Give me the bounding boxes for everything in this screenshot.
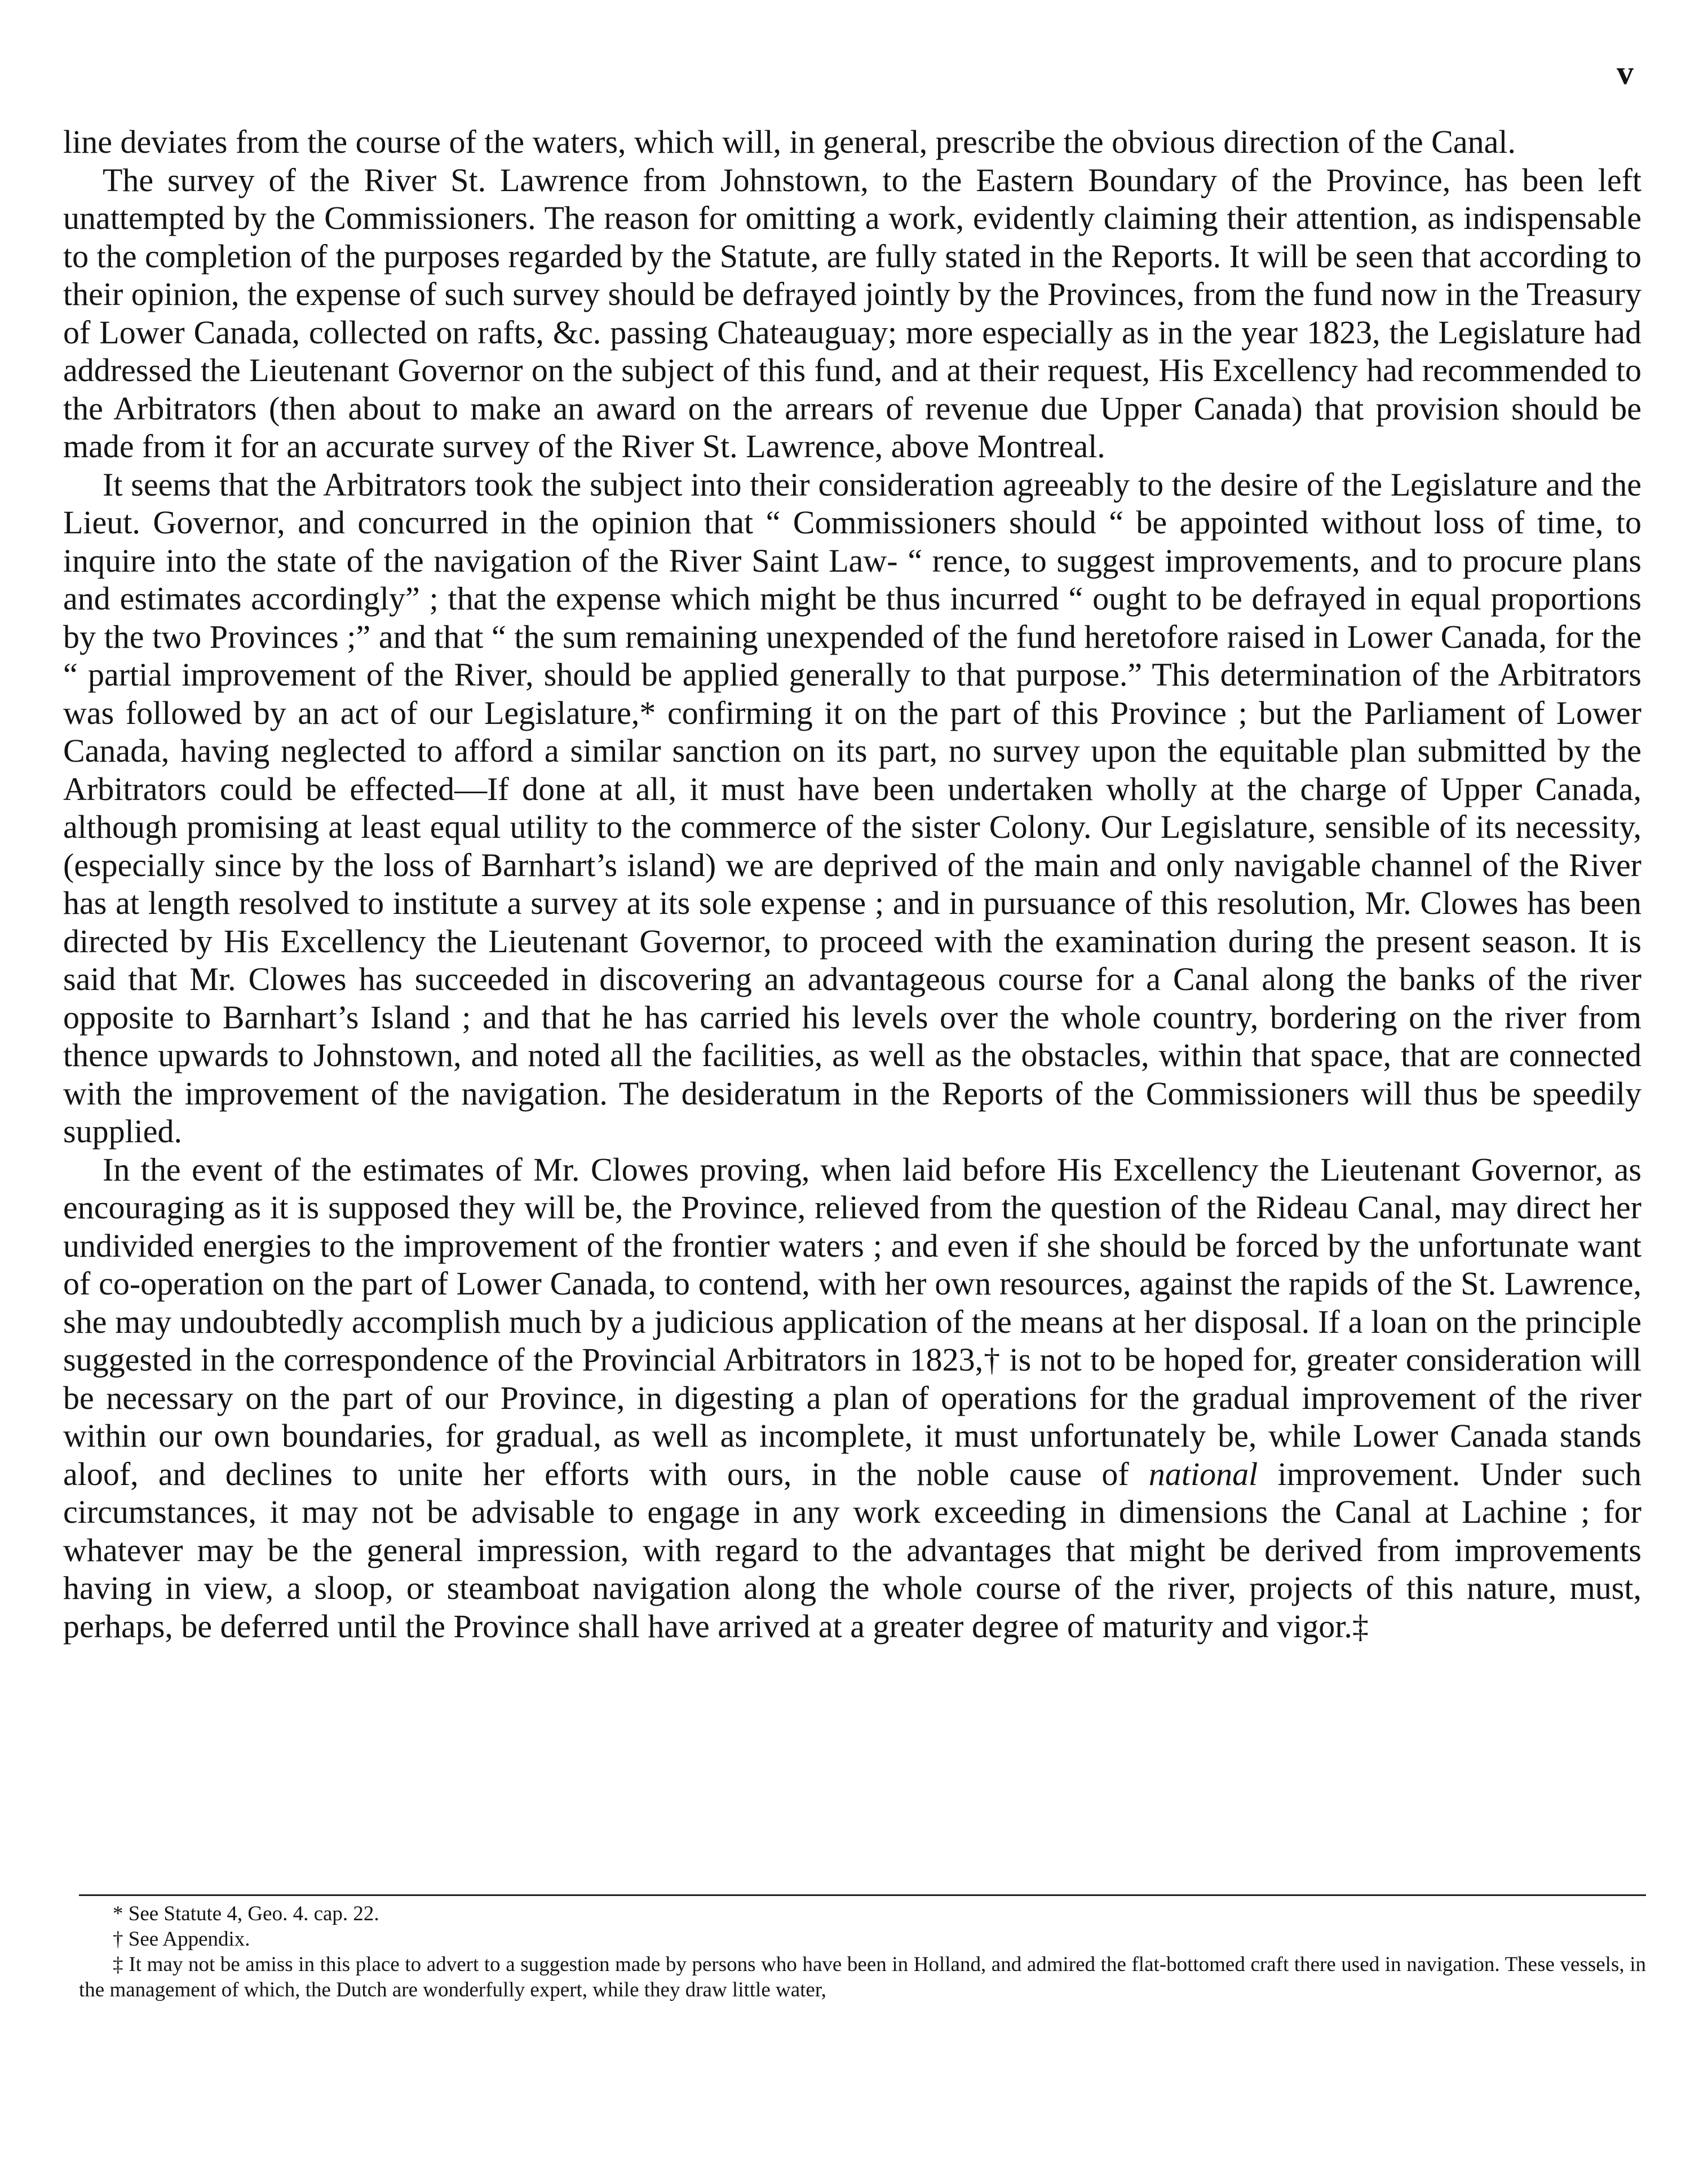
footnote-appendix: † See Appendix. bbox=[113, 1928, 250, 1951]
footnote-divider bbox=[79, 1894, 1646, 1896]
page-number: v bbox=[1617, 54, 1635, 91]
paragraph-4 bbox=[63, 1151, 1641, 1646]
paragraph-4-italic-national: national bbox=[1148, 1455, 1258, 1492]
footnotes bbox=[79, 1901, 1646, 2003]
paragraph-3 bbox=[63, 466, 1641, 1151]
paragraph-4-text-b: improvement. Under such circumstances, it may not be advisable to engage in any work exceeding in dimensions the Canal at Lachine ; for whatever may be the general impression, with regard to the advantages that might be derived from improvements having in view, a sloop, or steamboat navigation along the whole course of the river, projects of this nature, must, perhaps, be deferred until the Province shall have arrived at a greater degree of maturity and vigor.‡ bbox=[63, 1455, 1642, 1645]
paragraph-2 bbox=[63, 161, 1641, 466]
paragraph-4-text-a: In the event of the estimates of Mr. Clowes proving, when laid before His Excellency the Lieutenant Governor, as encouraging as it is supposed they will be, the Province, relieved from the question of the Rideau Canal, may direct her undivided energies to the improvement of the frontier waters ; and even if she should be forced by the unfortunate want of co-operation on the part of Lower Canada, to contend, with her own resources, against the rapids of the St. Lawrence, she may undoubtedly accomplish much by a judicious application of the means at her disposal. If a loan on the principle suggested in the correspondence of the Provincial Arbitrators in 1823,† is not to be hoped for, greater consideration will be necessary on the part of our Province, in digesting a plan of operations for the gradual improvement of the river within our own boundaries, for gradual, as well as incomplete, it must unfortunately be, while Lower Canada stands aloof, and declines to unite her efforts with ours, in the noble cause of bbox=[63, 1151, 1641, 1492]
body-text bbox=[63, 123, 1641, 1645]
paragraph-1 bbox=[63, 123, 1641, 161]
paragraph-3-text: It seems that the Arbitrators took the subject into their consideration agreeably to the desire of the Legislature and the Lieut. Governor, and concurred in the opinion that “ Commissioners should “ be appointed without loss of time, to inquire into the state of the navigation of the River Saint Law- “ rence, to suggest improvements, and to procure plans and estimates accordingly” ; that the expense which might be thus incurred “ ought to be defrayed in equal proportions by the two Provinces ;” and that “ the sum remaining unexpended of the fund heretofore raised in Lower Canada, for the “ partial improvement of the River, should be applied generally to that purpose.” This determination of the Arbitrators was followed by an act of our Legislature,* confirming it on the part of this Province ; but the Parliament of Lower Canada, having neglected to afford a similar sanction on its part, no survey upon the equitable plan submitted by the Arbitrators could be effected—If done at all, it must have been undertaken wholly at the charge of Upper Canada, although promising at least equal utility to the commerce of the sister Colony. Our Legislature, sensible of its necessity, (especially since by the loss of Barnhart’s island) we are deprived of the main and only navigable channel of the River has at length resolved to institute a survey at its sole expense ; and in pursuance of this resolution, Mr. Clowes has been directed by His Excellency the Lieutenant Governor, to proceed with the examination during the present season. It is said that Mr. Clowes has succeeded in discovering an advantageous course for a Canal along the banks of the river opposite to Barnhart’s Island ; and that he has carried his levels over the whole country, bordering on the river from thence upwards to Johnstown, and noted all the facilities, as well as the obstacles, within that space, that are connected with the improvement of the navigation. The desideratum in the Reports of the Commissioners will thus be speedily supplied. bbox=[63, 466, 1641, 1150]
footnote-statute: * See Statute 4, Geo. 4. cap. 22. bbox=[113, 1902, 379, 1925]
paragraph-1-text: line deviates from the course of the waters, which will, in general, prescribe the obvious direction of the Canal. bbox=[63, 123, 1516, 160]
footnote-holland: ‡ It may not be amiss in this place to advert to a suggestion made by persons who have been in Holland, and admired the flat-bottomed craft there used in navigation. These vessels, in the management of which, the Dutch are wonderfully expert, while they draw little water, bbox=[79, 1953, 1646, 2001]
paragraph-2-text: The survey of the River St. Lawrence from Johnstown, to the Eastern Boundary of the Province, has been left unattempted by the Commissioners. The reason for omitting a work, evidently claiming their attention, as indispensable to the completion of the purposes regarded by the Statute, are fully stated in the Reports. It will be seen that according to their opinion, the expense of such survey should be defrayed jointly by the Provinces, from the fund now in the Treasury of Lower Canada, collected on rafts, &c. passing Chateauguay; more especially as in the year 1823, the Legislature had addressed the Lieutenant Governor on the subject of this fund, and at their request, His Excellency had recommended to the Arbitrators (then about to make an award on the arrears of revenue due Upper Canada) that provision should be made from it for an accurate survey of the River St. Lawrence, above Montreal. bbox=[63, 161, 1641, 465]
